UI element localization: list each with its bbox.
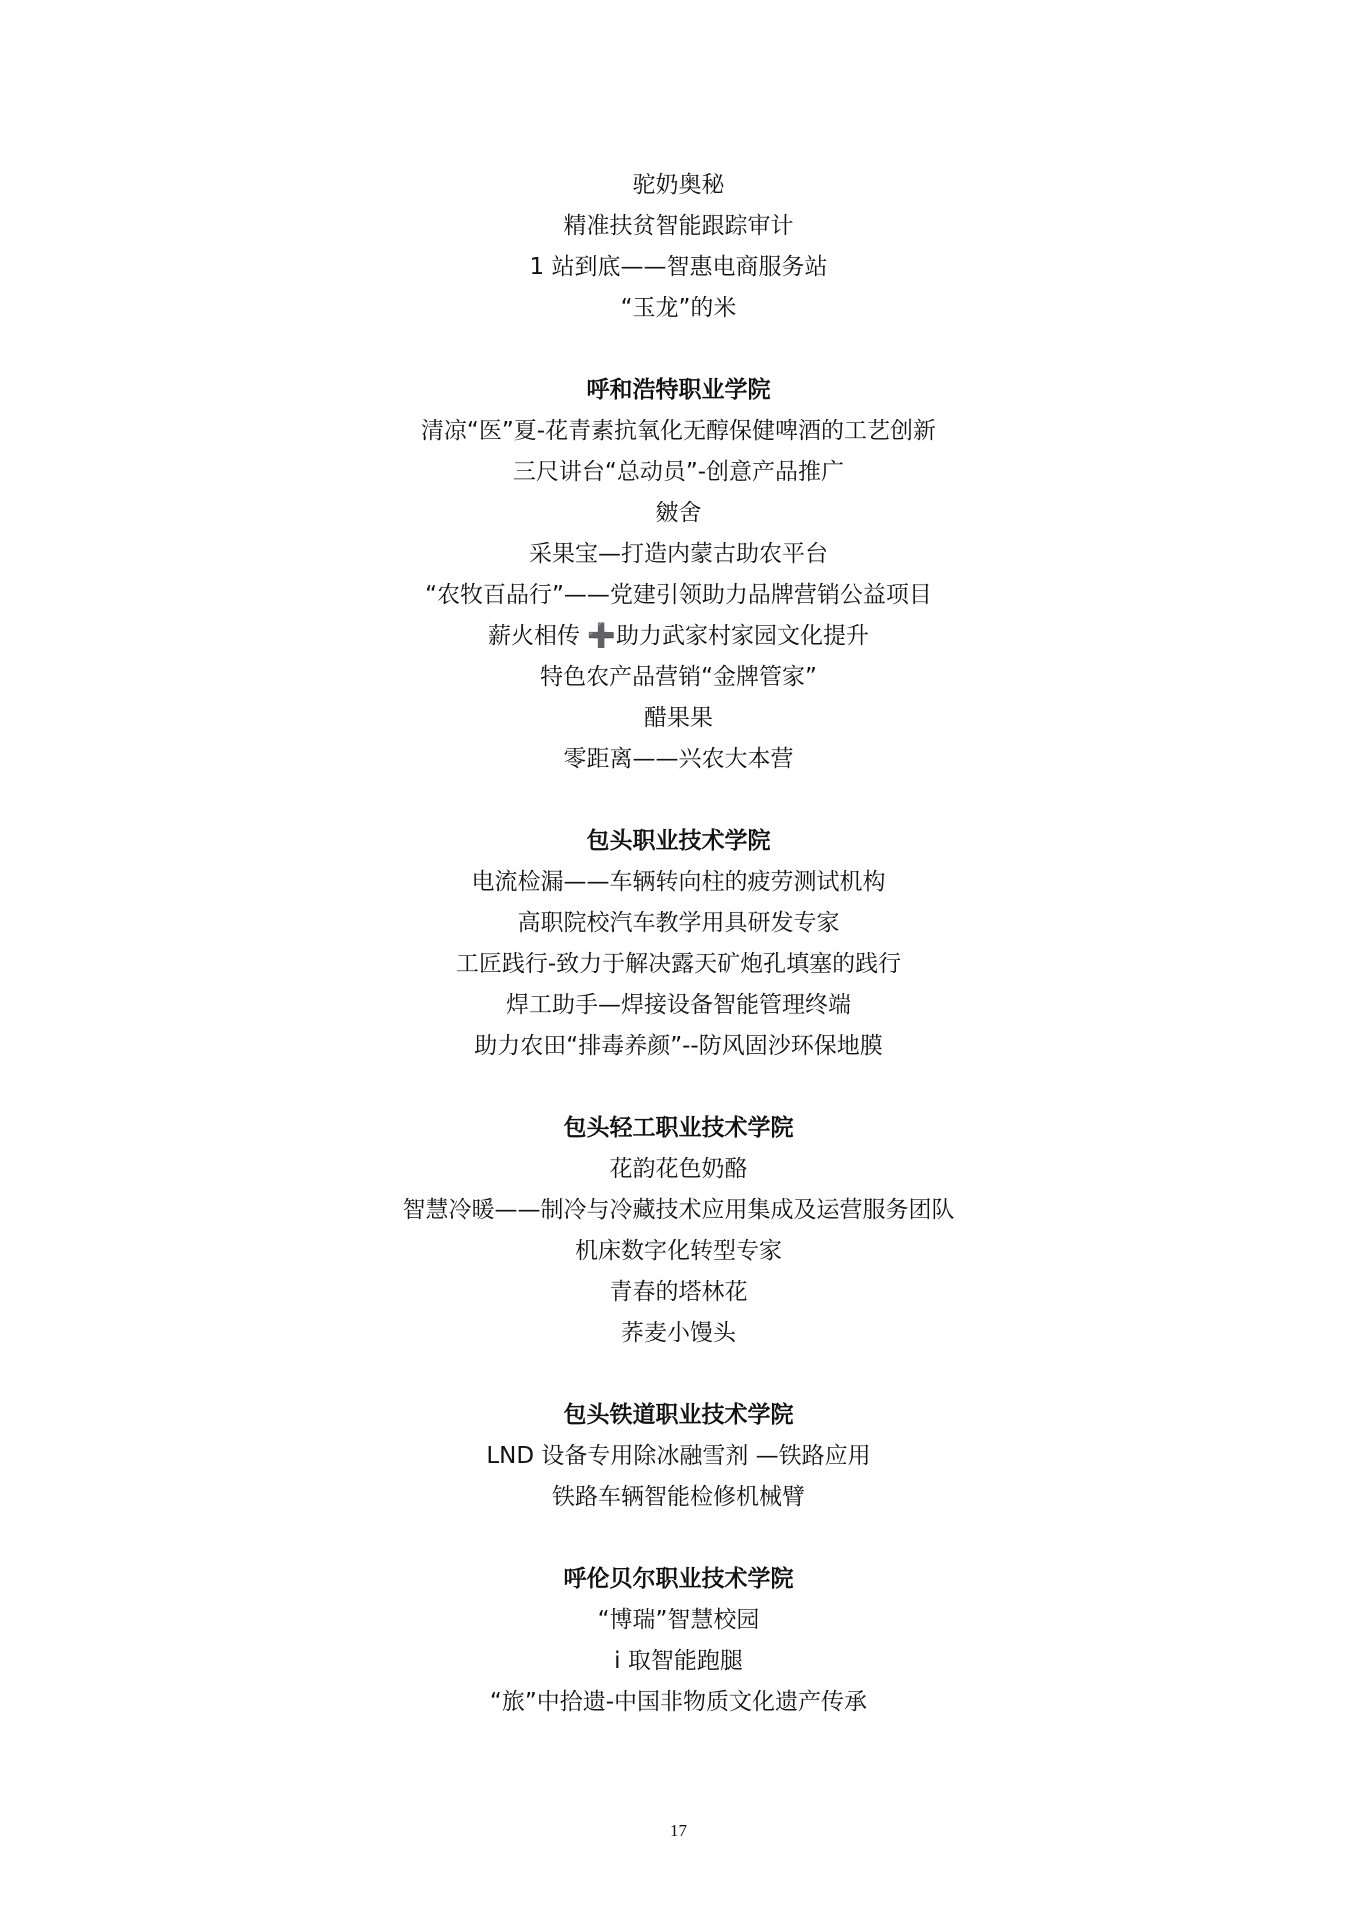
project-title: LND 设备专用除冰融雪剂 —铁路应用 (486, 1443, 871, 1469)
project-list (0, 165, 1357, 1723)
school-heading: 包头铁道职业技术学院 (563, 1402, 794, 1428)
project-title: 焊工助手—焊接设备智能管理终端 (506, 992, 851, 1018)
project-title: 醋果果 (644, 705, 713, 731)
section-gap (0, 780, 1357, 821)
school-heading: 呼和浩特职业学院 (586, 377, 771, 403)
project-title: 机床数字化转型专家 (575, 1238, 782, 1264)
project-title: 1 站到底——智惠电商服务站 (529, 254, 828, 280)
project-title: “博瑞”智慧校园 (597, 1607, 760, 1633)
project-title: 三尺讲台“总动员”-创意产品推广 (512, 459, 845, 485)
project-title: 高职院校汽车教学用具研发专家 (517, 910, 840, 936)
project-title: 零距离——兴农大本营 (563, 746, 794, 772)
project-title: 清凉“医”夏-花青素抗氧化无醇保健啤酒的工艺创新 (420, 418, 937, 444)
section-gap (0, 1354, 1357, 1395)
school-heading: 包头轻工职业技术学院 (563, 1115, 794, 1141)
project-title: 青春的塔林花 (609, 1279, 748, 1305)
school-section (0, 370, 1357, 780)
project-title: 电流检漏——车辆转向柱的疲劳测试机构 (471, 869, 886, 895)
school-section (0, 1108, 1357, 1354)
project-title: “玉龙”的米 (620, 295, 737, 321)
project-title: 铁路车辆智能检修机械臂 (552, 1484, 805, 1510)
school-section (0, 1559, 1357, 1723)
project-title: 花韵花色奶酪 (609, 1156, 748, 1182)
school-section (0, 1395, 1357, 1518)
section-gap (0, 1067, 1357, 1108)
section-gap (0, 1518, 1357, 1559)
page-number: 17 (670, 1821, 687, 1840)
school-section (0, 821, 1357, 1067)
project-title: “旅”中拾遗-中国非物质文化遗产传承 (489, 1689, 868, 1715)
project-title: 驼奶奥秘 (632, 172, 725, 198)
project-title: 智慧冷暖——制冷与冷藏技术应用集成及运营服务团队 (402, 1197, 955, 1223)
school-heading: 包头职业技术学院 (586, 828, 771, 854)
project-title: “农牧百品行”——党建引领助力品牌营销公益项目 (425, 582, 932, 608)
section-gap (0, 329, 1357, 370)
project-title: 皴舍 (655, 500, 702, 526)
school-section (0, 165, 1357, 329)
project-title: 特色农产品营销“金牌管家” (540, 664, 817, 690)
project-title: 助力农田“排毒养颜”--防风固沙环保地膜 (474, 1033, 883, 1059)
project-title: i 取智能跑腿 (614, 1648, 743, 1674)
project-title: 薪火相传 ➕助力武家村家园文化提升 (488, 623, 869, 649)
project-title: 荞麦小馒头 (621, 1320, 736, 1346)
project-title: 精准扶贫智能跟踪审计 (563, 213, 794, 239)
project-title: 采果宝—打造内蒙古助农平台 (529, 541, 828, 567)
project-title: 工匠践行-致力于解决露天矿炮孔填塞的践行 (455, 951, 902, 977)
school-heading: 呼伦贝尔职业技术学院 (563, 1566, 794, 1592)
